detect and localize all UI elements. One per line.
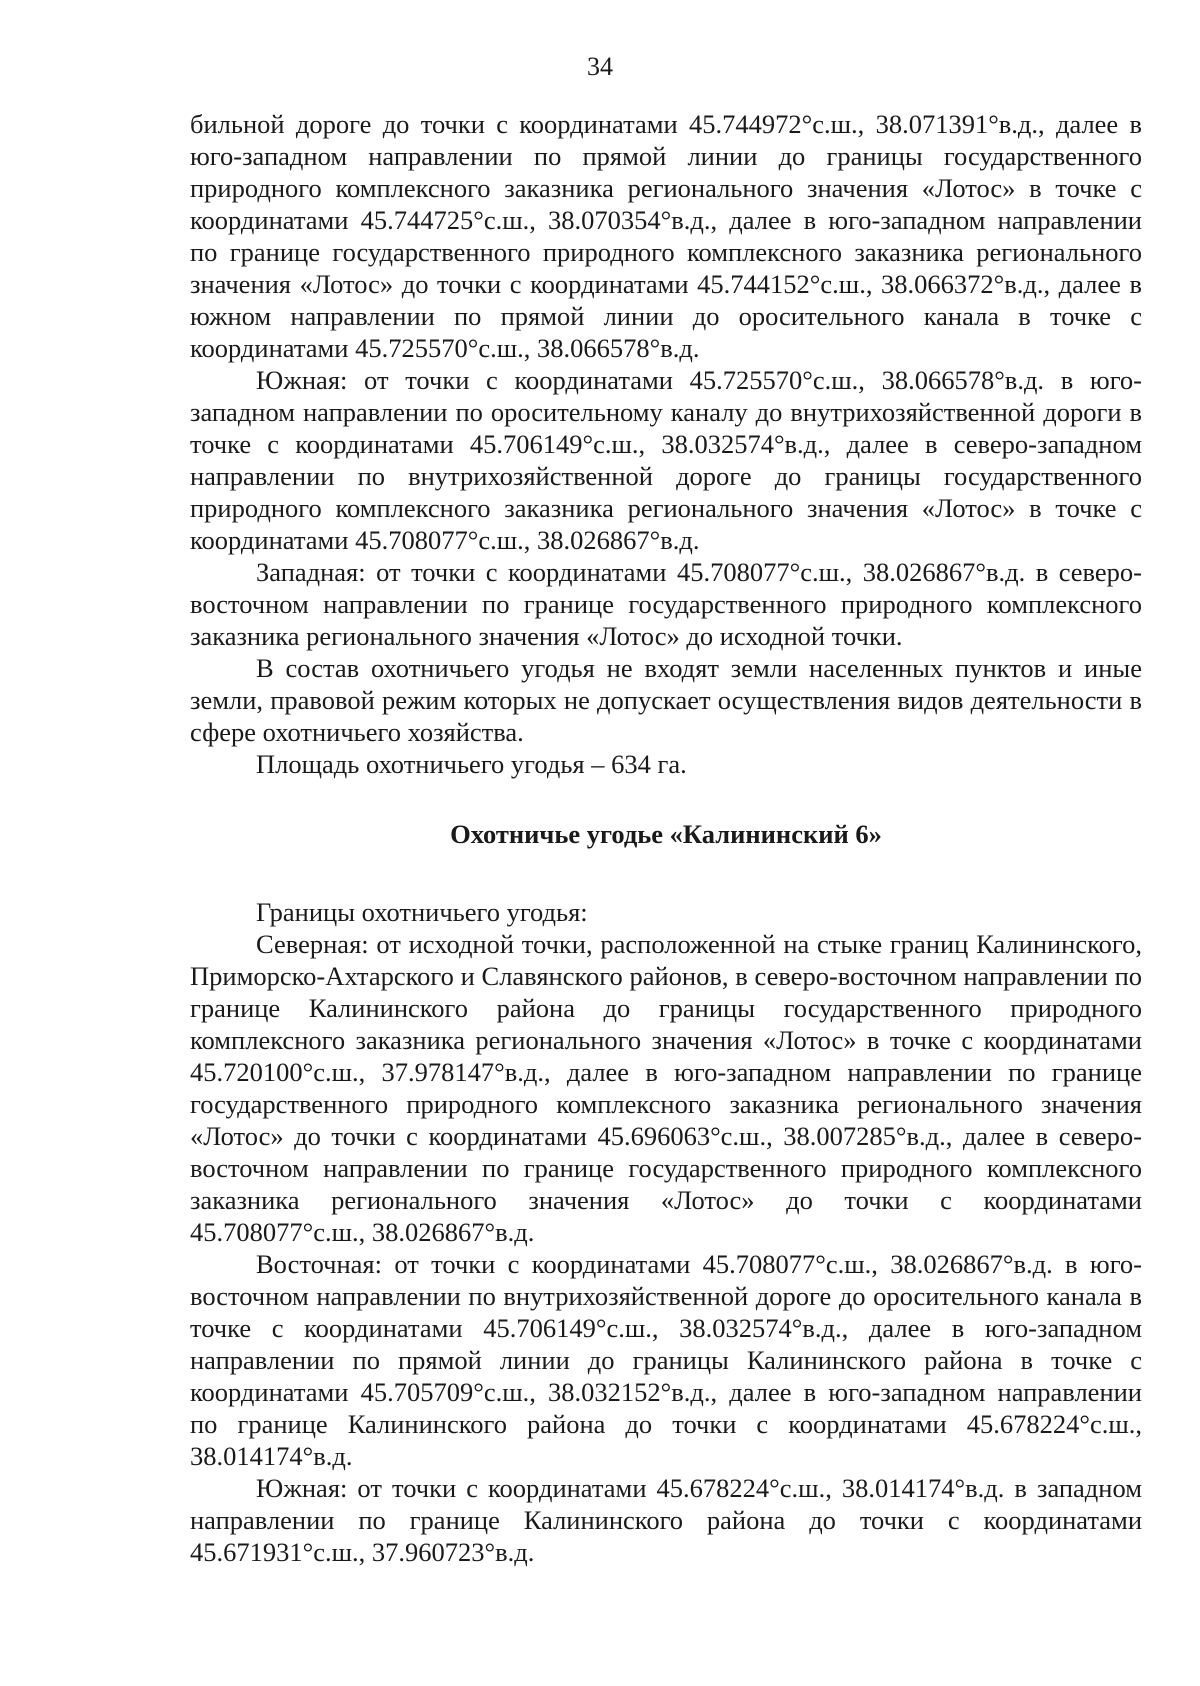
paragraph-north-boundary: Северная: от исходной точки, расположенной на стыке границ Калининского, Приморско-Ахтарского и Славянского районов, в северо-восточном направлении по границе Калининского района до границы государственного природного комплексного заказника регионального значения «Лотос» в точке с координатами 45.720100°с.ш., 37.978147°в.д., далее в юго-западном направлении по границе государственного природного комплексного заказника регионального значения «Лотос» до точки с координатами 45.696063°с.ш., 38.007285°в.д., далее в северо-восточном направлении по границе государственного природного комплексного заказника регионального значения «Лотос» до точки с координатами 45.708077°с.ш., 38.026867°в.д. [190, 929, 1142, 1247]
paragraph-east-boundary: Восточная: от точки с координатами 45.708077°с.ш., 38.026867°в.д. в юго-восточном направлении по внутрихозяйственной дороге до оросительного канала в точке с координатами 45.706149°с.ш., 38.032574°в.д., далее в юго-западном направлении по прямой линии до границы Калининского района в точке с координатами 45.705709°с.ш., 38.032152°в.д., далее в юго-западном направлении по границе Калининского района до точки с координатами 45.678224°с.ш., 38.014174°в.д. [190, 1249, 1142, 1471]
paragraph-exclusions: В состав охотничьего угодья не входят земли населенных пунктов и иные земли, правовой режим которых не допускает осуществления видов деятельности в сфере охотничьего хозяйства. [190, 653, 1142, 747]
page-number: 34 [587, 52, 613, 81]
paragraph-boundaries-intro: Границы охотничьего угодья: [256, 897, 588, 927]
paragraph-south-boundary-2: Южная: от точки с координатами 45.678224°с.ш., 38.014174°в.д. в западном направлении по границе Калининского района до точки с координатами 45.671931°с.ш., 37.960723°в.д. [190, 1473, 1142, 1567]
paragraph-area: Площадь охотничьего угодья – 634 га. [256, 749, 687, 779]
section-heading: Охотничье угодье «Калининский 6» [450, 819, 882, 849]
document-body [190, 108, 1142, 1568]
paragraph-continuation: бильной дороге до точки с координатами 45.744972°с.ш., 38.071391°в.д., далее в юго-западном направлении по прямой линии до границы государственного природного комплексного заказника регионального значения «Лотос» в точке с координатами 45.744725°с.ш., 38.070354°в.д., далее в юго-западном направлении по границе государственного природного комплексного заказника регионального значения «Лотос» до точки с координатами 45.744152°с.ш., 38.066372°в.д., далее в южном направлении по прямой линии до оросительного канала в точке с координатами 45.725570°с.ш., 38.066578°в.д. [190, 109, 1142, 363]
paragraph-west-boundary: Западная: от точки с координатами 45.708077°с.ш., 38.026867°в.д. в северо-восточном направлении по границе государственного природного комплексного заказника регионального значения «Лотос» до исходной точки. [190, 557, 1142, 651]
paragraph-south-boundary: Южная: от точки с координатами 45.725570°с.ш., 38.066578°в.д. в юго-западном направлении по оросительному каналу до внутрихозяйственной дороги в точке с координатами 45.706149°с.ш., 38.032574°в.д., далее в северо-западном направлении по внутрихозяйственной дороге до границы государственного природного комплексного заказника регионального значения «Лотос» в точке с координатами 45.708077°с.ш., 38.026867°в.д. [190, 365, 1142, 555]
